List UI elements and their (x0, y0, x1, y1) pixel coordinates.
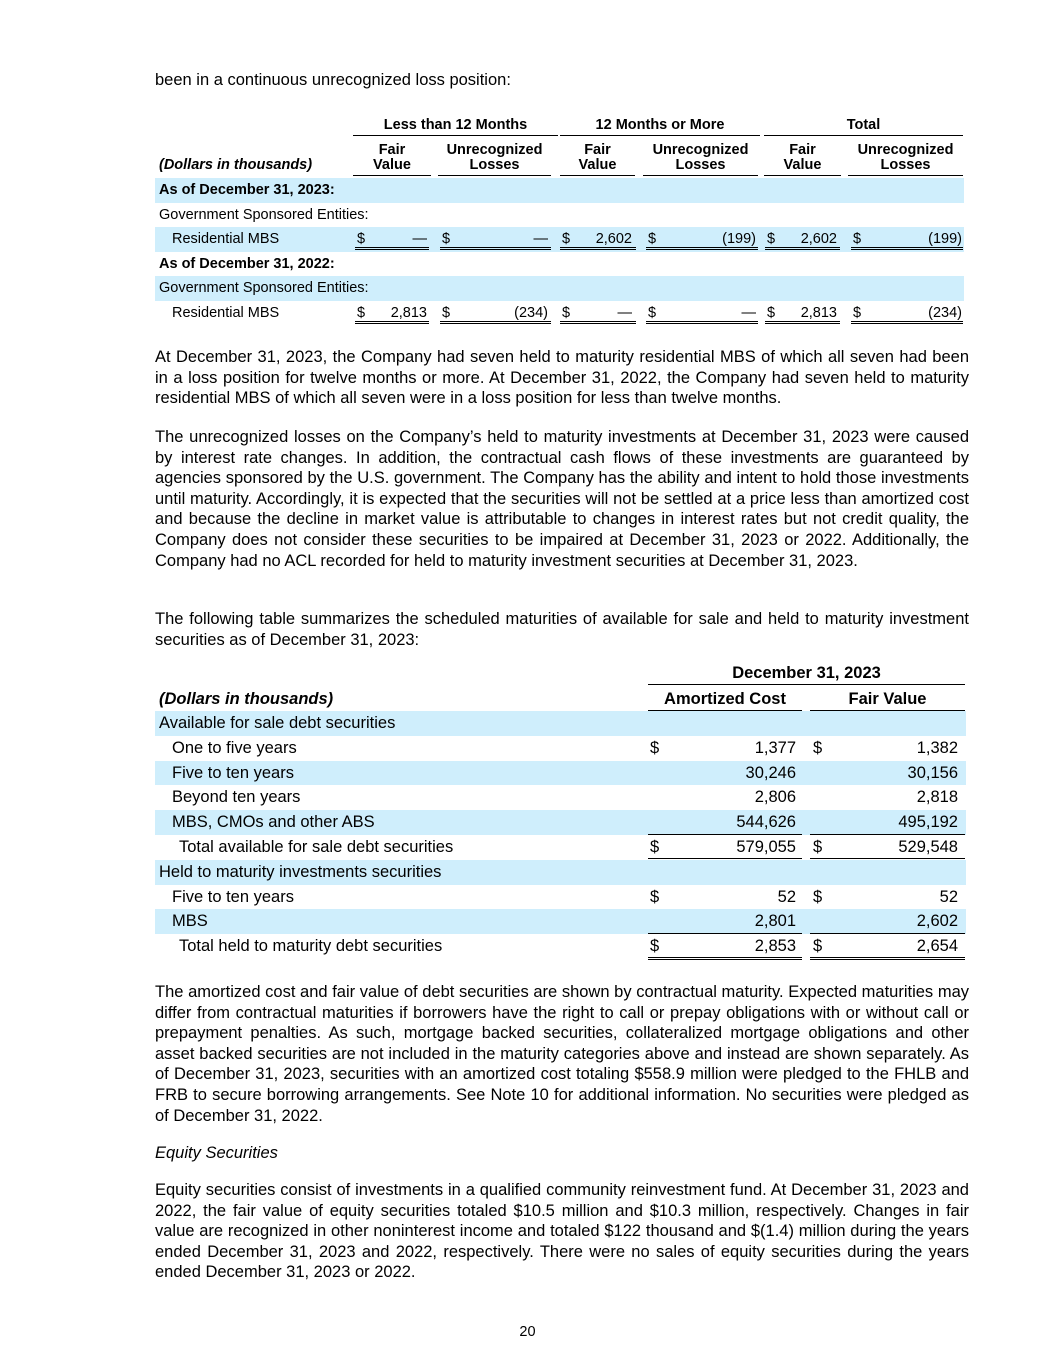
unrecognized-losses-header: Unrecognized Losses (438, 143, 551, 176)
paragraph: The unrecognized losses on the Company’s held to maturity investments at December 31, 2023 were caused by interest rate changes. In addition, the contractual cash flows of these investments are guaranteed by agencies sponsored by the U.S. government. The Company has the ability and intent to hold those investments until maturity. Accordingly, it is expected that the securities will not be settled at a price less than amortized cost and because the decline in market value is attributable to changes in interest rates but not credit quality, the Company does not consider these securities to be impaired at December 31, 2023 or 2022. Additionally, the Company had no ACL recorded for held to maturity investment securities at December 31, 2023. (155, 428, 969, 570)
fair-value-header: Fair Value (353, 143, 431, 176)
table-row: Beyond ten years 2,806 2,818 (172, 788, 958, 807)
paragraph: Equity securities consist of investments in a qualified community reinvestment fund. At December 31, 2023 and 2022, the fair value of equity securities totaled $10.5 million and $10.3 million, respectively. Changes in fair value are recognized in other noninterest income and totaled $122 thousand and $(1.4) million during the years ended December 31, 2023 and 2022, respectively. There were no sales of equity securities during the years ended December 31, 2023 or 2022. (155, 1181, 969, 1282)
fair-value-header: Fair Value (764, 143, 841, 176)
total-row: Total held to maturity debt securities $ 2,853 $ 2,654 (155, 934, 966, 959)
table-row: One to five years $ 1,377 $ 1,382 (172, 738, 958, 757)
table-row: MBS 2,801 2,602 (155, 909, 966, 934)
table-row: MBS, CMOs and other ABS 544,626 495,192 (155, 810, 966, 835)
table-header (155, 662, 966, 711)
fair-value-header: Fair Value (560, 143, 635, 176)
amortized-cost-header: Amortized Cost (648, 690, 802, 711)
header-total: Total (764, 117, 963, 136)
table-row: Residential MBS $ 2,813 $ (234) $ — $ — $ 2,813 $ (234) (155, 301, 964, 326)
units-label: (Dollars in thousands) (159, 157, 313, 173)
unrecognized-losses-header: Unrecognized Losses (643, 143, 758, 176)
header-12-or-more: 12 Months or More (560, 117, 760, 136)
paragraph: The following table summarizes the scheduled maturities of available for sale and held to maturity investment securities as of December 31, 2023: (155, 610, 969, 649)
total-row: Total available for sale debt securities $ 579,055 $ 529,548 (155, 835, 966, 860)
table-row: Five to ten years 30,246 30,156 (155, 761, 966, 786)
unrecognized-loss-table (155, 114, 964, 325)
unrecognized-losses-header: Unrecognized Losses (848, 143, 963, 176)
paragraph: At December 31, 2023, the Company had seven held to maturity residential MBS of which all seven had been in a loss position for twelve months or more. At December 31, 2022, the Company had seven held to maturity residential MBS of which all seven were in a loss position for less than twelve months. (155, 348, 969, 408)
section-row-2022: As of December 31, 2022: (159, 255, 335, 272)
paragraph: The amortized cost and fair value of debt securities are shown by contractual maturity. Expected maturities may differ from contractual maturities if borrowers have the right to call or prepay obligations with or without call or prepayment penalties. As such, mortgage backed securities, collateralized mortgage obligations and other asset backed securities are not included in the maturity categories above and instead are shown separately. As of December 31, 2023, securities with an amortized cost totaling $558.9 million were pledged to the FHLB and FRB to secure borrowing arrangements. See Note 10 for additional information. No securities were pledged as of December 31, 2022. (155, 983, 969, 1125)
section-row-2023: As of December 31, 2023: (155, 178, 964, 203)
afs-section-row: Available for sale debt securities (155, 711, 966, 736)
table-row: Residential MBS $ — $ — $ 2,602 $ (199) $ 2,602 $ (199) (155, 227, 964, 252)
gse-row: Government Sponsored Entities: (159, 206, 369, 223)
table-row: Five to ten years $ 52 $ 52 (172, 887, 958, 906)
intro-line: been in a continuous unrecognized loss position: (155, 71, 511, 89)
header-less-than-12: Less than 12 Months (353, 117, 558, 136)
maturities-table (155, 662, 966, 959)
units-label: (Dollars in thousands) (159, 690, 334, 708)
fair-value-header: Fair Value (810, 690, 965, 711)
equity-securities-title: Equity Securities (155, 1144, 278, 1162)
row-label: Residential MBS (172, 231, 280, 247)
row-label: Residential MBS (172, 304, 280, 321)
gse-row: Government Sponsored Entities: (155, 276, 964, 301)
page-number: 20 (519, 1324, 536, 1340)
date-header: December 31, 2023 (648, 664, 965, 685)
table-header (155, 114, 964, 178)
htm-section-row: Held to maturity investments securities (155, 860, 966, 885)
